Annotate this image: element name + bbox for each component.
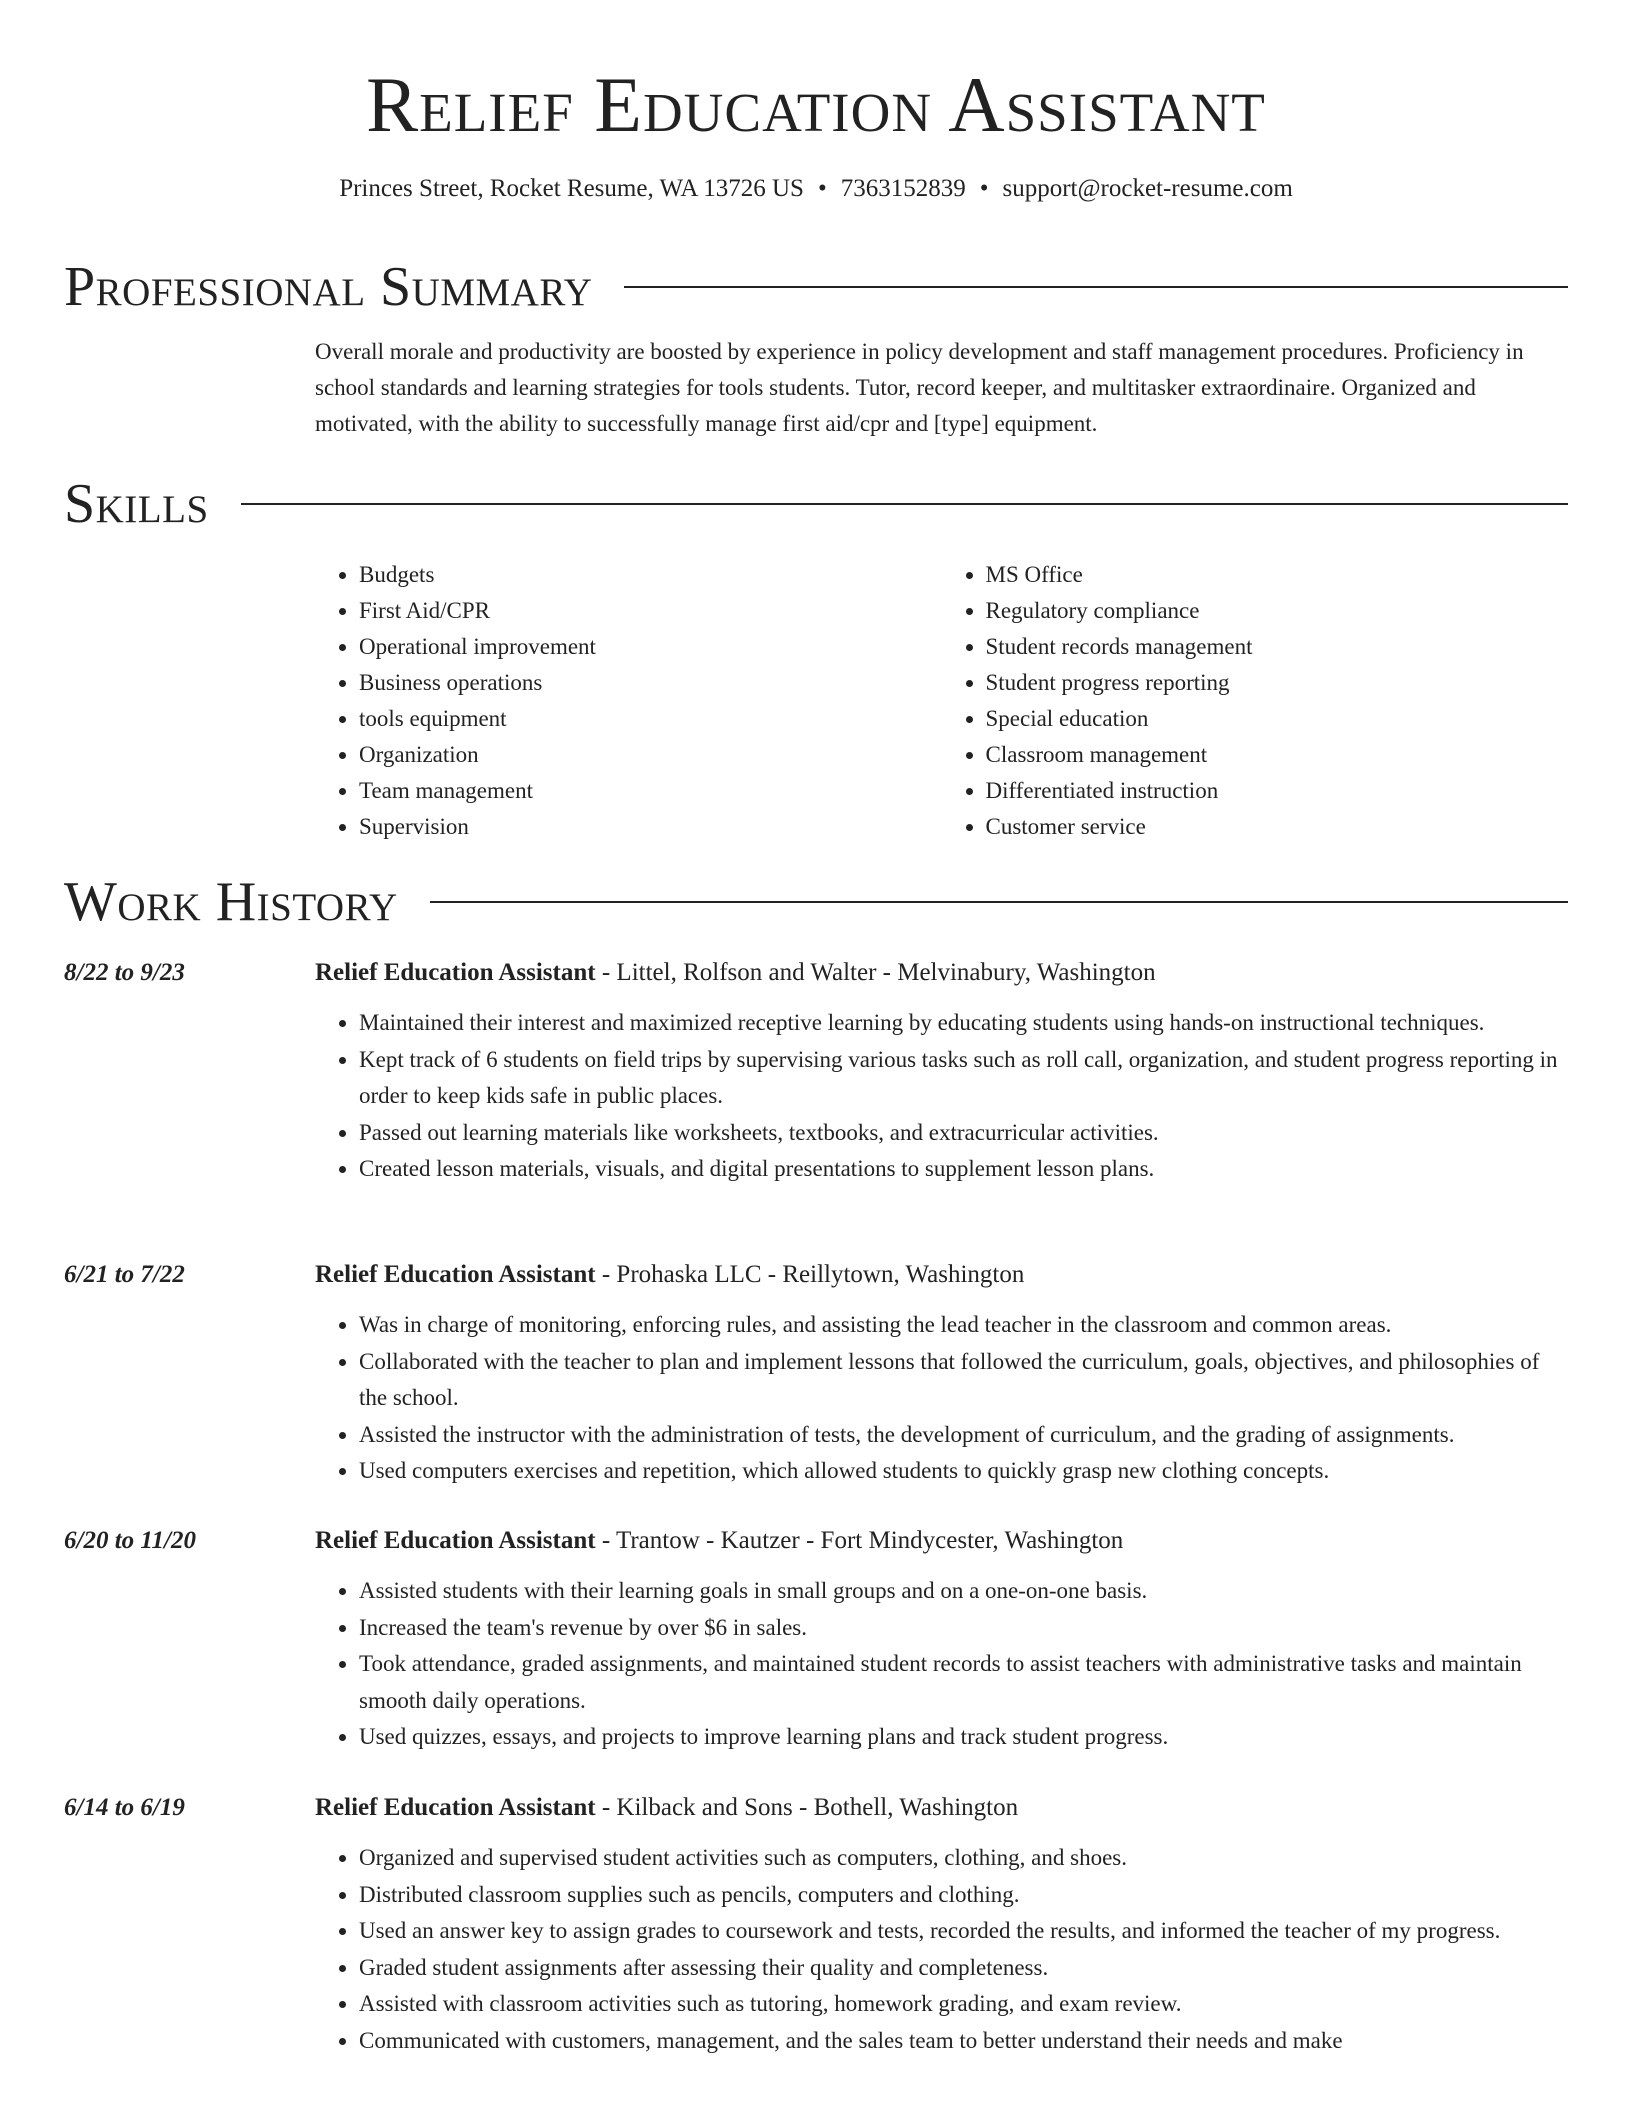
job-bullets bbox=[315, 1307, 1568, 1490]
skills-heading: Skills bbox=[64, 473, 209, 535]
job-title-line bbox=[315, 1791, 1018, 1825]
skills-header bbox=[64, 473, 1568, 535]
job-title-line bbox=[315, 956, 1156, 990]
contact-address: Princes Street, Rocket Resume, WA 13726 US bbox=[339, 175, 804, 202]
contact-email: support@rocket-resume.com bbox=[1002, 175, 1293, 202]
skill-item: • Special education bbox=[986, 701, 1569, 737]
job-bullet: • Organized and supervised student activities such as computers, clothing, and shoes. bbox=[359, 1840, 1568, 1877]
work-history-section bbox=[64, 871, 1568, 933]
job-company: - Kilback and Sons - Bothell, Washington bbox=[595, 1794, 1019, 1821]
contact-separator: • bbox=[817, 175, 827, 202]
job-company: - Littel, Rolfson and Walter - Melvinabury, Washington bbox=[595, 959, 1156, 986]
job-dates: 6/14 to 6/19 bbox=[64, 1794, 185, 1821]
job-header bbox=[64, 1791, 1568, 1825]
job-bullet: • Was in charge of monitoring, enforcing rules, and assisting the lead teacher in the classroom and common areas. bbox=[359, 1307, 1568, 1344]
job-bullet: • Used computers exercises and repetition, which allowed students to quickly grasp new clothing concepts. bbox=[359, 1453, 1568, 1490]
job-title: Relief Education Assistant bbox=[315, 1527, 596, 1554]
section-divider bbox=[624, 286, 1568, 288]
resume-name: Relief Education Assistant bbox=[366, 61, 1266, 148]
job-bullet: • Assisted with classroom activities such as tutoring, homework grading, and exam review. bbox=[359, 1986, 1568, 2023]
job-bullet: • Used quizzes, essays, and projects to improve learning plans and track student progress. bbox=[359, 1719, 1568, 1756]
job-header bbox=[64, 1524, 1568, 1558]
job-bullet: • Maintained their interest and maximized receptive learning by educating students using hands-on instructional techniques. bbox=[359, 1005, 1568, 1042]
skill-item: • Classroom management bbox=[986, 737, 1569, 773]
section-divider bbox=[430, 901, 1568, 903]
resume-page bbox=[64, 0, 1568, 2053]
job-dates: 6/21 to 7/22 bbox=[64, 1261, 185, 1288]
summary-section bbox=[64, 256, 1568, 442]
skills-right-column bbox=[942, 557, 1569, 845]
job-dates: 8/22 to 9/23 bbox=[64, 959, 185, 986]
skill-item: • MS Office bbox=[986, 557, 1569, 593]
job-entry bbox=[64, 956, 1568, 1188]
work-history-heading: Work History bbox=[64, 871, 398, 933]
section-divider bbox=[241, 503, 1568, 505]
job-bullet: • Used an answer key to assign grades to coursework and tests, recorded the results, and informed the teacher of my progress. bbox=[359, 1913, 1568, 1950]
skill-item: • Organization bbox=[359, 737, 942, 773]
job-entry bbox=[64, 1258, 1568, 1490]
job-title-line bbox=[315, 1524, 1123, 1558]
skills-columns bbox=[315, 557, 1568, 845]
contact-separator: • bbox=[979, 175, 989, 202]
skill-item: • Regulatory compliance bbox=[986, 593, 1569, 629]
skill-item: • Student progress reporting bbox=[986, 665, 1569, 701]
skill-item: • Business operations bbox=[359, 665, 942, 701]
job-bullet: • Distributed classroom supplies such as pencils, computers and clothing. bbox=[359, 1877, 1568, 1914]
job-bullet: • Collaborated with the teacher to plan and implement lessons that followed the curriculum, goals, objectives, and philosophies of the school. bbox=[359, 1344, 1568, 1417]
job-bullet: • Took attendance, graded assignments, and maintained student records to assist teachers with administrative tasks and maintain smooth daily operations. bbox=[359, 1646, 1568, 1719]
skills-section bbox=[64, 473, 1568, 845]
job-bullet: • Assisted students with their learning goals in small groups and on a one-on-one basis. bbox=[359, 1573, 1568, 1610]
summary-heading: Professional Summary bbox=[64, 256, 593, 318]
job-header bbox=[64, 1258, 1568, 1292]
skill-item: • Student records management bbox=[986, 629, 1569, 665]
summary-header bbox=[64, 256, 1568, 318]
job-bullets bbox=[315, 1005, 1568, 1188]
skill-item: • tools equipment bbox=[359, 701, 942, 737]
job-bullets bbox=[315, 1573, 1568, 1756]
job-dates: 6/20 to 11/20 bbox=[64, 1527, 196, 1554]
work-history-header bbox=[64, 871, 1568, 933]
job-bullet: • Kept track of 6 students on field trips by supervising various tasks such as roll call, organization, and student progress reporting in order to keep kids safe in public places. bbox=[359, 1042, 1568, 1115]
contact-phone: 7363152839 bbox=[840, 175, 966, 202]
job-bullet: • Assisted the instructor with the administration of tests, the development of curriculum, and the grading of assignments. bbox=[359, 1417, 1568, 1454]
job-company: - Trantow - Kautzer - Fort Mindycester, Washington bbox=[595, 1527, 1124, 1554]
skill-item: • Budgets bbox=[359, 557, 942, 593]
job-bullet: • Communicated with customers, management, and the sales team to better understand their needs and make bbox=[359, 2023, 1568, 2060]
skills-left-column bbox=[315, 557, 942, 845]
skill-item: • Differentiated instruction bbox=[986, 773, 1569, 809]
skill-item: • First Aid/CPR bbox=[359, 593, 942, 629]
job-bullet: • Created lesson materials, visuals, and digital presentations to supplement lesson plans. bbox=[359, 1151, 1568, 1188]
job-title: Relief Education Assistant bbox=[315, 1261, 596, 1288]
summary-text: Overall morale and productivity are boosted by experience in policy development and staff management procedures. Proficiency in school standards and learning strategies for tools students. Tutor, record keeper, and multitasker extraordinaire. Organized and motivated, with the ability to successfully manage first aid/cpr and [type] equipment. bbox=[315, 339, 1524, 436]
job-company: - Prohaska LLC - Reillytown, Washington bbox=[595, 1261, 1025, 1288]
job-bullet: • Graded student assignments after assessing their quality and completeness. bbox=[359, 1950, 1568, 1987]
skill-item: • Operational improvement bbox=[359, 629, 942, 665]
skill-item: • Team management bbox=[359, 773, 942, 809]
skill-item: • Customer service bbox=[986, 809, 1569, 845]
job-entry bbox=[64, 1524, 1568, 1756]
job-bullets bbox=[315, 1840, 1568, 2059]
contact-line bbox=[64, 174, 1568, 204]
job-bullet: • Increased the team's revenue by over $6 in sales. bbox=[359, 1610, 1568, 1647]
job-title: Relief Education Assistant bbox=[315, 1794, 596, 1821]
job-title: Relief Education Assistant bbox=[315, 959, 596, 986]
job-title-line bbox=[315, 1258, 1024, 1292]
job-bullet: • Passed out learning materials like worksheets, textbooks, and extracurricular activities. bbox=[359, 1115, 1568, 1152]
skill-item: • Supervision bbox=[359, 809, 942, 845]
job-entry bbox=[64, 1791, 1568, 2059]
job-header bbox=[64, 956, 1568, 990]
